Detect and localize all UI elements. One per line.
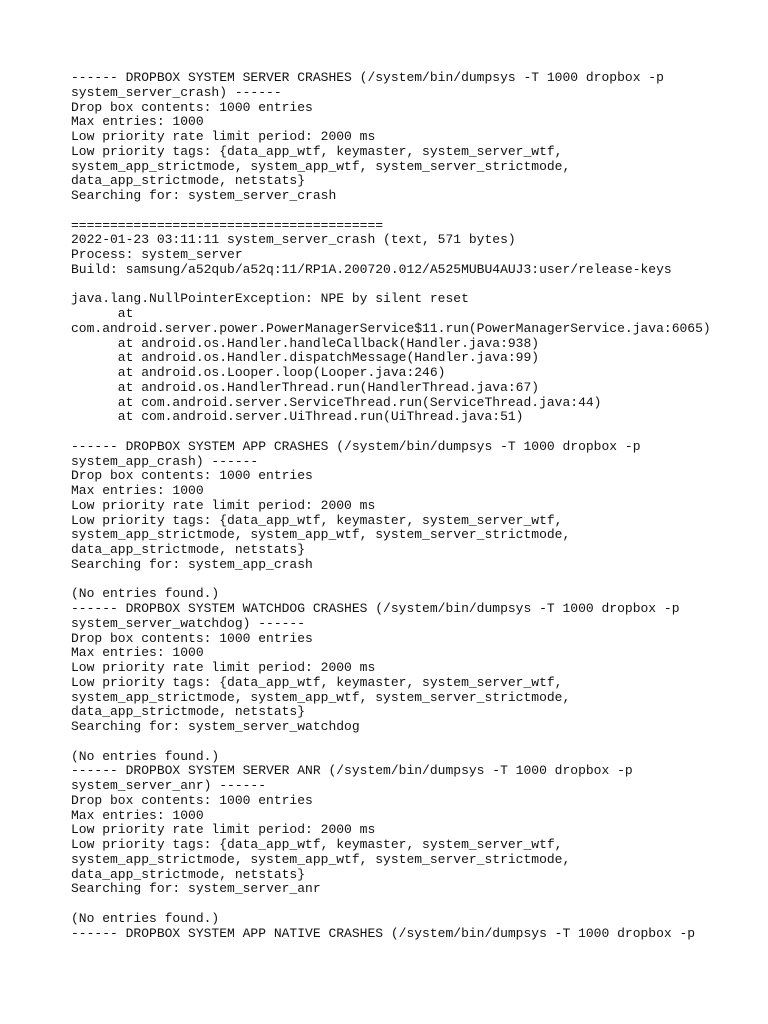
log-line: ------ DROPBOX SYSTEM APP NATIVE CRASHES (/system/bin/dumpsys -T 1000 dropbox -p bbox=[71, 925, 696, 941]
log-line: Low priority tags: {data_app_wtf, keymaster, system_server_wtf, bbox=[71, 143, 563, 159]
log-line: system_app_strictmode, system_app_wtf, system_server_strictmode, bbox=[71, 527, 571, 543]
log-line: Max entries: 1000 bbox=[71, 114, 204, 130]
log-line: data_app_strictmode, netstats} bbox=[71, 173, 306, 189]
log-line: ======================================== bbox=[71, 217, 384, 233]
log-line: Max entries: 1000 bbox=[71, 483, 204, 498]
log-line: com.android.server.power.PowerManagerService$11.run(PowerManagerService.java:6065) bbox=[71, 320, 711, 336]
log-line: at android.os.HandlerThread.run(HandlerThread.java:67) bbox=[71, 379, 540, 395]
log-line: Drop box contents: 1000 entries bbox=[71, 468, 313, 484]
log-line: system_app_strictmode, system_app_wtf, system_server_strictmode, bbox=[71, 158, 571, 174]
log-line: Low priority rate limit period: 2000 ms bbox=[71, 660, 376, 675]
log-line: Searching for: system_server_watchdog bbox=[71, 719, 360, 734]
log-line: Max entries: 1000 bbox=[71, 645, 204, 661]
log-line: Low priority rate limit period: 2000 ms bbox=[71, 129, 376, 144]
log-line: Searching for: system_server_crash bbox=[71, 188, 337, 203]
log-line: Low priority tags: {data_app_wtf, keymaster, system_server_wtf, bbox=[71, 837, 563, 852]
log-line: Low priority tags: {data_app_wtf, keymaster, system_server_wtf, bbox=[71, 512, 563, 528]
log-line bbox=[71, 573, 761, 588]
log-line: Drop box contents: 1000 entries bbox=[71, 792, 313, 808]
log-line: data_app_strictmode, netstats} bbox=[71, 704, 306, 720]
log-line: Searching for: system_app_crash bbox=[71, 556, 313, 572]
log-line: (No entries found.) bbox=[71, 910, 220, 926]
log-line: (No entries found.) bbox=[71, 586, 220, 602]
log-line: system_app_strictmode, system_app_wtf, system_server_strictmode, bbox=[71, 689, 571, 705]
log-line bbox=[71, 425, 761, 440]
log-line: Build: samsung/a52qub/a52q:11/RP1A.200720.012/A525MUBU4AUJ3:user/release-keys bbox=[71, 261, 672, 277]
log-line: data_app_strictmode, netstats} bbox=[71, 542, 306, 557]
log-line: Low priority rate limit period: 2000 ms bbox=[71, 822, 376, 838]
log-line: at com.android.server.ServiceThread.run(ServiceThread.java:44) bbox=[71, 394, 602, 410]
log-line: ------ DROPBOX SYSTEM APP CRASHES (/system/bin/dumpsys -T 1000 dropbox -p bbox=[71, 438, 641, 454]
log-line: Max entries: 1000 bbox=[71, 807, 204, 823]
log-line: java.lang.NullPointerException: NPE by silent reset bbox=[71, 291, 469, 307]
log-line bbox=[71, 735, 761, 750]
log-line: Low priority tags: {data_app_wtf, keymaster, system_server_wtf, bbox=[71, 674, 563, 690]
log-line: system_app_strictmode, system_app_wtf, system_server_strictmode, bbox=[71, 851, 571, 867]
log-line: Process: system_server bbox=[71, 247, 243, 262]
log-line bbox=[71, 897, 761, 912]
log-line: ------ DROPBOX SYSTEM SERVER ANR (/system/bin/dumpsys -T 1000 dropbox -p bbox=[71, 763, 633, 779]
log-line: ------ DROPBOX SYSTEM SERVER CRASHES (/system/bin/dumpsys -T 1000 dropbox -p bbox=[71, 70, 664, 85]
log-line: at com.android.server.UiThread.run(UiThread.java:51) bbox=[71, 409, 524, 425]
log-line: 2022-01-23 03:11:11 system_server_crash (text, 571 bytes) bbox=[71, 232, 516, 248]
log-line bbox=[71, 278, 761, 293]
log-line: ------ DROPBOX SYSTEM WATCHDOG CRASHES (/system/bin/dumpsys -T 1000 dropbox -p bbox=[71, 601, 680, 616]
log-line: (No entries found.) bbox=[71, 748, 220, 764]
log-line bbox=[71, 204, 761, 219]
log-line: at android.os.Looper.loop(Looper.java:246) bbox=[71, 365, 446, 380]
log-line: at bbox=[71, 306, 134, 321]
log-line: Low priority rate limit period: 2000 ms bbox=[71, 497, 376, 513]
log-line: at android.os.Handler.dispatchMessage(Handler.java:99) bbox=[71, 350, 540, 366]
log-line: Drop box contents: 1000 entries bbox=[71, 630, 313, 646]
log-line: system_app_crash) ------ bbox=[71, 453, 259, 469]
log-document bbox=[71, 71, 761, 941]
log-line: at android.os.Handler.handleCallback(Handler.java:938) bbox=[71, 335, 540, 351]
log-line: Drop box contents: 1000 entries bbox=[71, 99, 313, 115]
log-line: system_server_crash) ------ bbox=[71, 84, 282, 100]
log-line: system_server_watchdog) ------ bbox=[71, 615, 306, 631]
log-line: data_app_strictmode, netstats} bbox=[71, 866, 306, 882]
log-line: system_server_anr) ------ bbox=[71, 778, 267, 793]
log-line: Searching for: system_server_anr bbox=[71, 881, 321, 897]
